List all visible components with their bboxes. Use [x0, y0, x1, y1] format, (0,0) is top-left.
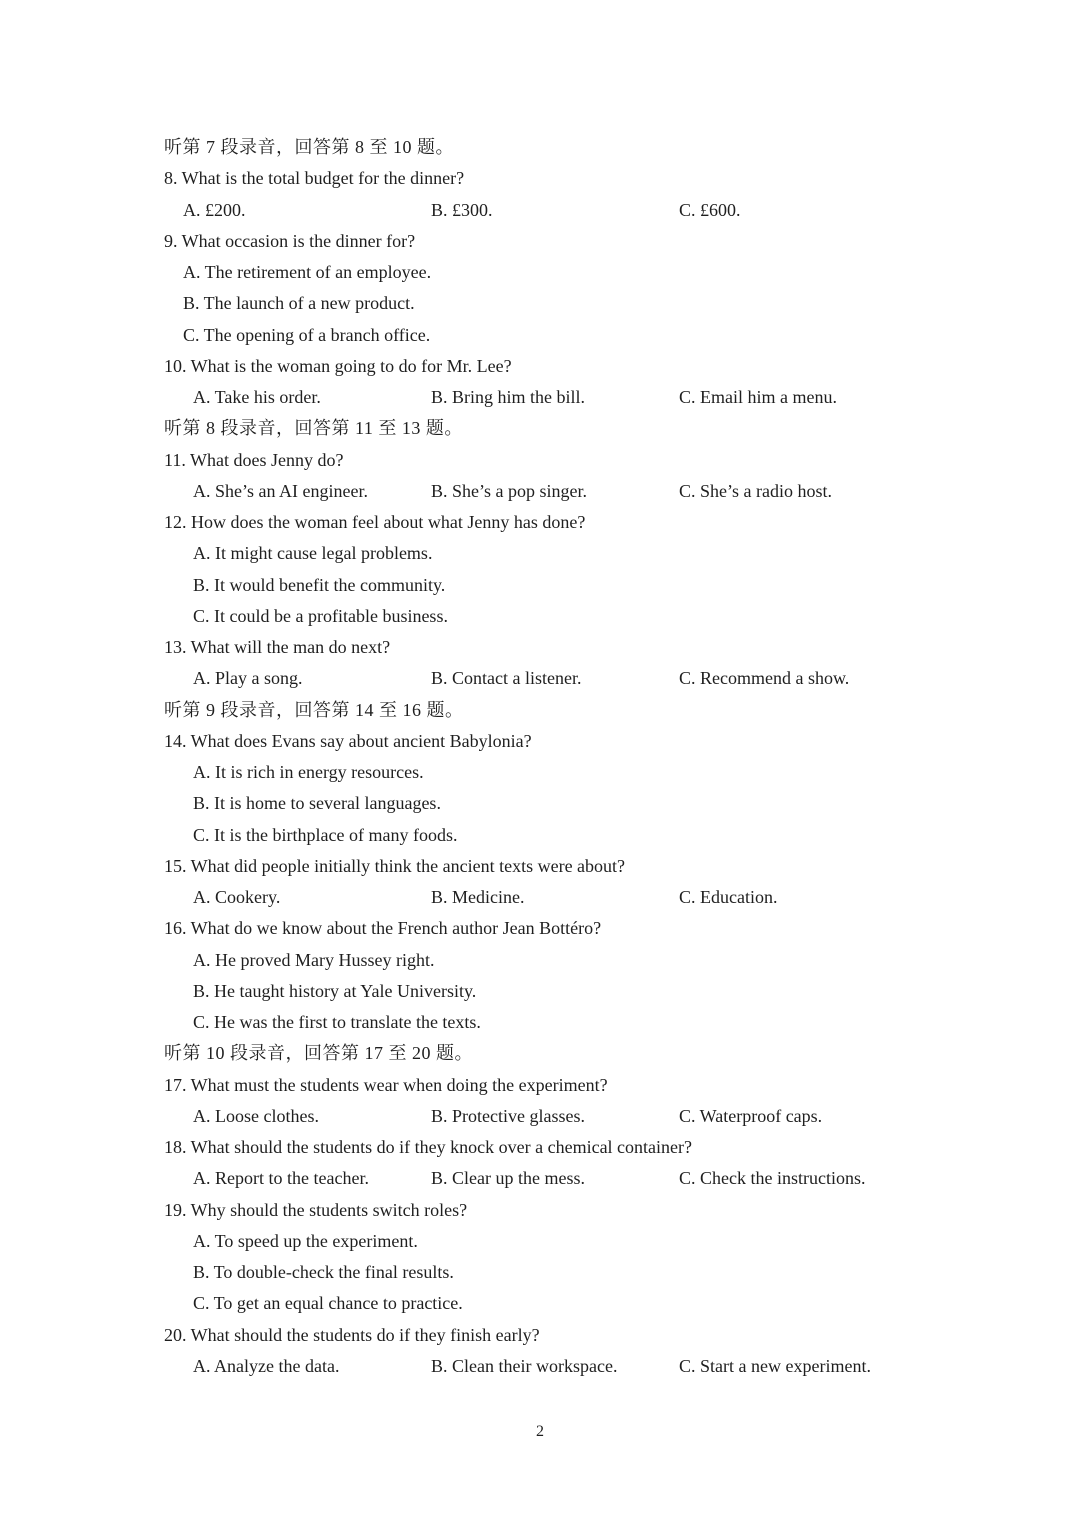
question-line [0, 1070, 1080, 1101]
question-line [0, 163, 1080, 194]
answer-option: B. Bring him the bill. [431, 387, 586, 407]
options-row [0, 1163, 1080, 1194]
answer-option: C. Education. [679, 887, 778, 907]
answer-option: A. Loose clothes. [193, 1105, 319, 1126]
answer-option: B. Clean their workspace. [431, 1355, 618, 1376]
question-text: 16. What do we know about the French author Jean Bottéro? [164, 918, 602, 939]
page-number: 2 [536, 1423, 544, 1440]
section-instruction: 听第 9 段录音，回答第 14 至 16 题。 [164, 699, 464, 720]
question-text: 14. What does Evans say about ancient Babylonia? [164, 730, 532, 751]
options-row [0, 882, 1080, 913]
answer-option: A. Take his order. [193, 387, 321, 407]
options-row [0, 663, 1080, 694]
option-line [0, 976, 1080, 1007]
answer-option: B. Contact a listener. [431, 668, 582, 689]
question-text: 19. Why should the students switch roles? [164, 1199, 468, 1220]
answer-option: C. £600. [679, 199, 741, 220]
answer-option: C. Waterproof caps. [679, 1105, 823, 1126]
answer-option: C. Check the instructions. [679, 1168, 866, 1189]
option-line [0, 945, 1080, 976]
answer-option: B. It would benefit the community. [193, 574, 446, 595]
option-line [0, 1257, 1080, 1288]
answer-option: B. The launch of a new product. [183, 293, 415, 314]
option-line [0, 320, 1080, 351]
answer-option: A. The retirement of an employee. [183, 262, 432, 282]
answer-option: A. £200. [183, 199, 246, 220]
option-line [0, 257, 1080, 288]
question-line [0, 226, 1080, 257]
options-row [0, 1101, 1080, 1132]
answer-option: A. It is rich in energy resources. [193, 762, 424, 782]
question-text: 20. What should the students do if they finish early? [164, 1324, 540, 1345]
answer-option: A. Report to the teacher. [193, 1168, 369, 1189]
question-text: 18. What should the students do if they knock over a chemical container? [164, 1137, 693, 1157]
answer-option: B. To double-check the final results. [193, 1262, 454, 1282]
answer-option: C. The opening of a branch office. [183, 324, 431, 345]
section-instruction: 听第 10 段录音，回答第 17 至 20 题。 [164, 1043, 473, 1064]
answer-option: B. She’s a pop singer. [431, 480, 587, 501]
section-instruction: 听第 8 段录音，回答第 11 至 13 题。 [164, 418, 463, 439]
question-line [0, 851, 1080, 882]
answer-option: C. She’s a radio host. [679, 480, 832, 501]
answer-option: C. Email him a menu. [679, 387, 837, 407]
answer-option: C. Recommend a show. [679, 668, 850, 689]
question-line [0, 1132, 1080, 1163]
answer-option: A. She’s an AI engineer. [193, 480, 368, 501]
answer-option: B. He taught history at Yale University. [193, 980, 477, 1001]
question-text: 17. What must the students wear when doing the experiment? [164, 1074, 608, 1095]
question-line [0, 1320, 1080, 1351]
question-text: 10. What is the woman going to do for Mr. Lee? [164, 355, 512, 376]
question-line [0, 507, 1080, 538]
option-line [0, 757, 1080, 788]
option-line [0, 1007, 1080, 1038]
question-line [0, 913, 1080, 944]
answer-option: B. Clear up the mess. [431, 1168, 585, 1189]
answer-option: A. To speed up the experiment. [193, 1230, 418, 1251]
answer-option: B. Medicine. [431, 887, 525, 907]
answer-option: B. It is home to several languages. [193, 793, 441, 814]
options-row [0, 1351, 1080, 1382]
question-line [0, 632, 1080, 663]
options-row [0, 382, 1080, 413]
section-line [0, 1038, 1080, 1069]
question-text: 8. What is the total budget for the dinner? [164, 168, 465, 189]
option-line [0, 788, 1080, 819]
options-row [0, 476, 1080, 507]
question-text: 13. What will the man do next? [164, 637, 391, 657]
answer-option: A. It might cause legal problems. [193, 543, 433, 564]
answer-option: A. Analyze the data. [193, 1355, 340, 1376]
question-line [0, 445, 1080, 476]
section-line [0, 413, 1080, 444]
option-line [0, 570, 1080, 601]
answer-option: C. He was the first to translate the texts. [193, 1012, 481, 1032]
question-text: 11. What does Jenny do? [164, 449, 344, 470]
question-text: 15. What did people initially think the ancient texts were about? [164, 855, 626, 876]
section-line [0, 695, 1080, 726]
question-text: 12. How does the woman feel about what Jenny has done? [164, 512, 586, 532]
section-line [0, 132, 1080, 163]
answer-option: C. To get an equal chance to practice. [193, 1293, 463, 1314]
answer-option: A. Cookery. [193, 887, 281, 907]
answer-option: B. £300. [431, 199, 493, 220]
answer-option: A. He proved Mary Hussey right. [193, 949, 435, 970]
option-line [0, 601, 1080, 632]
options-row [0, 195, 1080, 226]
option-line [0, 820, 1080, 851]
option-line [0, 1226, 1080, 1257]
question-line [0, 351, 1080, 382]
question-text: 9. What occasion is the dinner for? [164, 230, 416, 251]
answer-option: B. Protective glasses. [431, 1105, 585, 1126]
option-line [0, 1288, 1080, 1319]
answer-option: C. It could be a profitable business. [193, 605, 448, 626]
question-line [0, 726, 1080, 757]
section-instruction: 听第 7 段录音，回答第 8 至 10 题。 [164, 137, 454, 157]
option-line [0, 538, 1080, 569]
option-line [0, 288, 1080, 319]
answer-option: A. Play a song. [193, 668, 303, 689]
question-line [0, 1195, 1080, 1226]
answer-option: C. It is the birthplace of many foods. [193, 824, 458, 845]
answer-option: C. Start a new experiment. [679, 1355, 871, 1376]
